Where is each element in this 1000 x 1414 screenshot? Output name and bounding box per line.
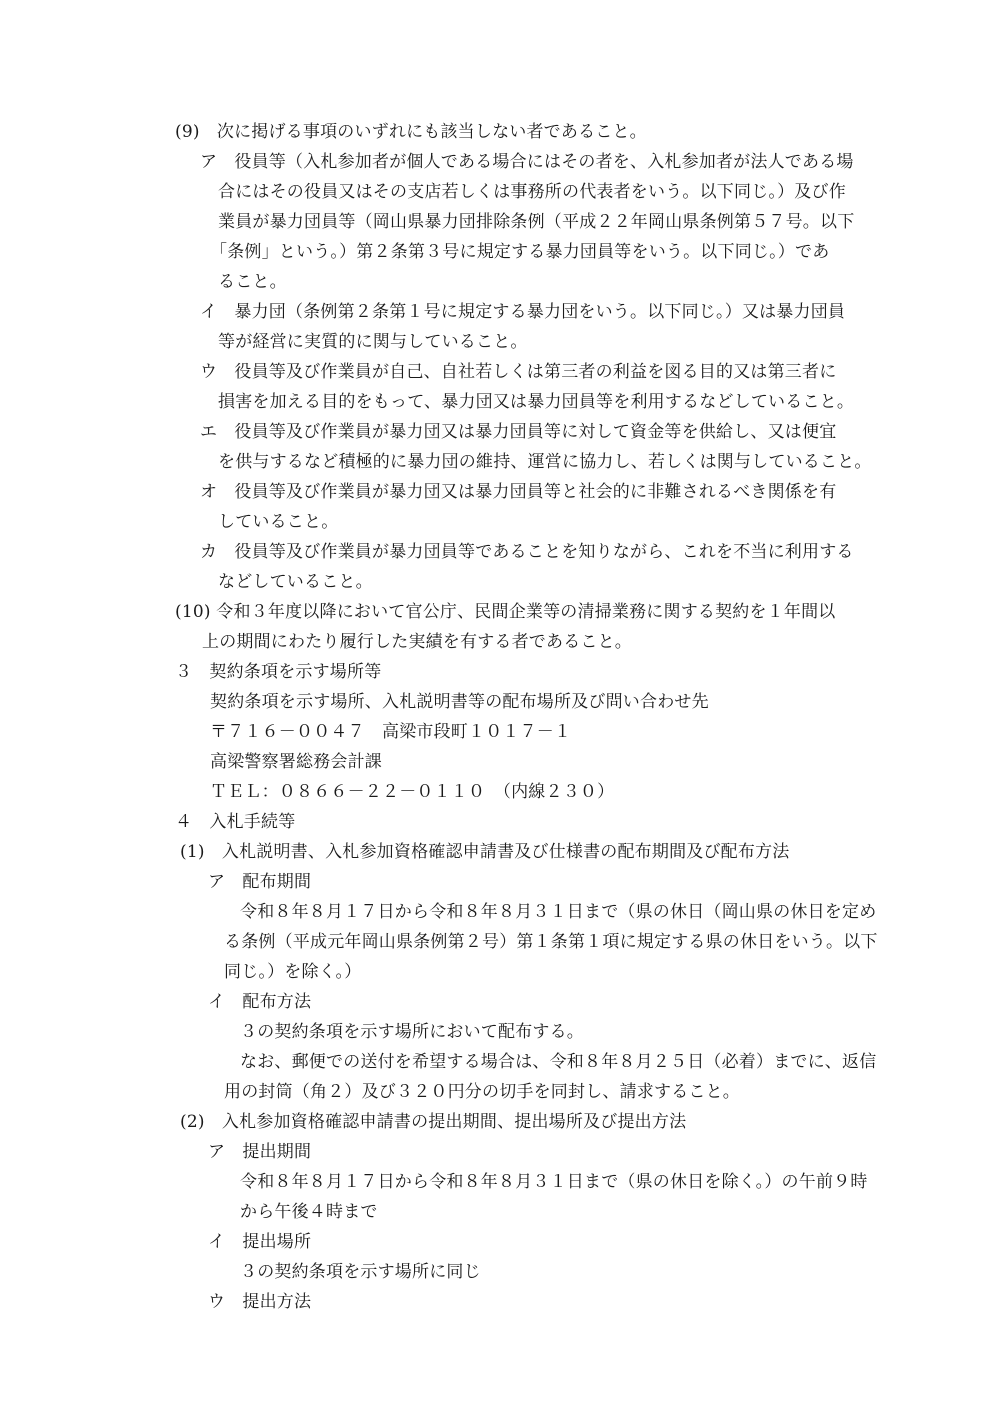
text-line: エ 役員等及び作業員が暴力団又は暴力団員等に対して資金等を供給し、又は便宜 — [200, 422, 837, 442]
text-line: 令和８年８月１７日から令和８年８月３１日まで（県の休日を除く。）の午前９時 — [240, 1172, 868, 1192]
text-line: カ 役員等及び作業員が暴力団員等であることを知りながら、これを不当に利用する — [200, 542, 854, 562]
section-heading: ４ 入札手続等 — [175, 812, 296, 832]
text-line: ウ 提出方法 — [208, 1292, 312, 1312]
text-line: ３の契約条項を示す場所において配布する。 — [240, 1022, 584, 1042]
text-line: ３の契約条項を示す場所に同じ — [240, 1262, 481, 1282]
text-line: ＴＥＬ：０８６６－２２－０１１０ （内線２３０） — [210, 782, 615, 802]
text-line: (2) 入札参加資格確認申請書の提出期間、提出場所及び提出方法 — [180, 1112, 687, 1132]
text-line: 高梁警察署総務会計課 — [210, 752, 382, 772]
text-line: 同じ。）を除く。） — [224, 962, 362, 982]
text-line: ア 配布期間 — [208, 872, 312, 892]
text-line: (1) 入札説明書、入札参加資格確認申請書及び仕様書の配布期間及び配布方法 — [180, 842, 790, 862]
text-line: から午後４時まで — [240, 1202, 378, 1222]
section-heading: ３ 契約条項を示す場所等 — [175, 662, 382, 682]
text-line: る条例（平成元年岡山県条例第２号）第１条第１項に規定する県の休日をいう。以下 — [224, 932, 878, 952]
text-line: 令和８年８月１７日から令和８年８月３１日まで（県の休日（岡山県の休日を定め — [240, 902, 877, 922]
text-line: 用の封筒（角２）及び３２０円分の切手を同封し、請求すること。 — [224, 1082, 740, 1102]
text-line: オ 役員等及び作業員が暴力団又は暴力団員等と社会的に非難されるべき関係を有 — [200, 482, 837, 502]
text-line: 上の期間にわたり履行した実績を有する者であること。 — [202, 632, 632, 652]
text-line: 契約条項を示す場所、入札説明書等の配布場所及び問い合わせ先 — [210, 692, 709, 712]
text-line: ウ 役員等及び作業員が自己、自社若しくは第三者の利益を図る目的又は第三者に — [200, 362, 837, 382]
text-line: イ 提出場所 — [208, 1232, 312, 1252]
text-line: (9) 次に掲げる事項のいずれにも該当しない者であること。 — [175, 122, 647, 142]
text-line: イ 暴力団（条例第２条第１号に規定する暴力団をいう。以下同じ。）又は暴力団員 — [200, 302, 846, 322]
text-line: なお、郵便での送付を希望する場合は、令和８年８月２５日（必着）までに、返信 — [240, 1052, 877, 1072]
text-line: ア 役員等（入札参加者が個人である場合にはその者を、入札参加者が法人である場 — [200, 152, 854, 172]
text-line: を供与するなど積極的に暴力団の維持、運営に協力し、若しくは関与していること。 — [218, 452, 872, 472]
text-line: 「条例」という。）第２条第３号に規定する暴力団員等をいう。以下同じ。）であ — [210, 242, 830, 262]
text-line: ること。 — [218, 272, 287, 292]
text-line: 業員が暴力団員等（岡山県暴力団排除条例（平成２２年岡山県条例第５７号。以下 — [218, 212, 855, 232]
text-line: 等が経営に実質的に関与していること。 — [218, 332, 528, 352]
text-line: していること。 — [218, 512, 339, 532]
text-line: ア 提出期間 — [208, 1142, 312, 1162]
text-line: などしていること。 — [218, 572, 373, 592]
text-line: イ 配布方法 — [208, 992, 312, 1012]
text-line: (10) 令和３年度以降において官公庁、民間企業等の清掃業務に関する契約を１年間以 — [175, 602, 836, 622]
text-line: 〒７１６－００４７ 高梁市段町１０１７－１ — [210, 722, 572, 742]
text-line: 合にはその役員又はその支店若しくは事務所の代表者をいう。以下同じ。）及び作 — [218, 182, 846, 202]
text-line: 損害を加える目的をもって、暴力団又は暴力団員等を利用するなどしていること。 — [218, 392, 855, 412]
